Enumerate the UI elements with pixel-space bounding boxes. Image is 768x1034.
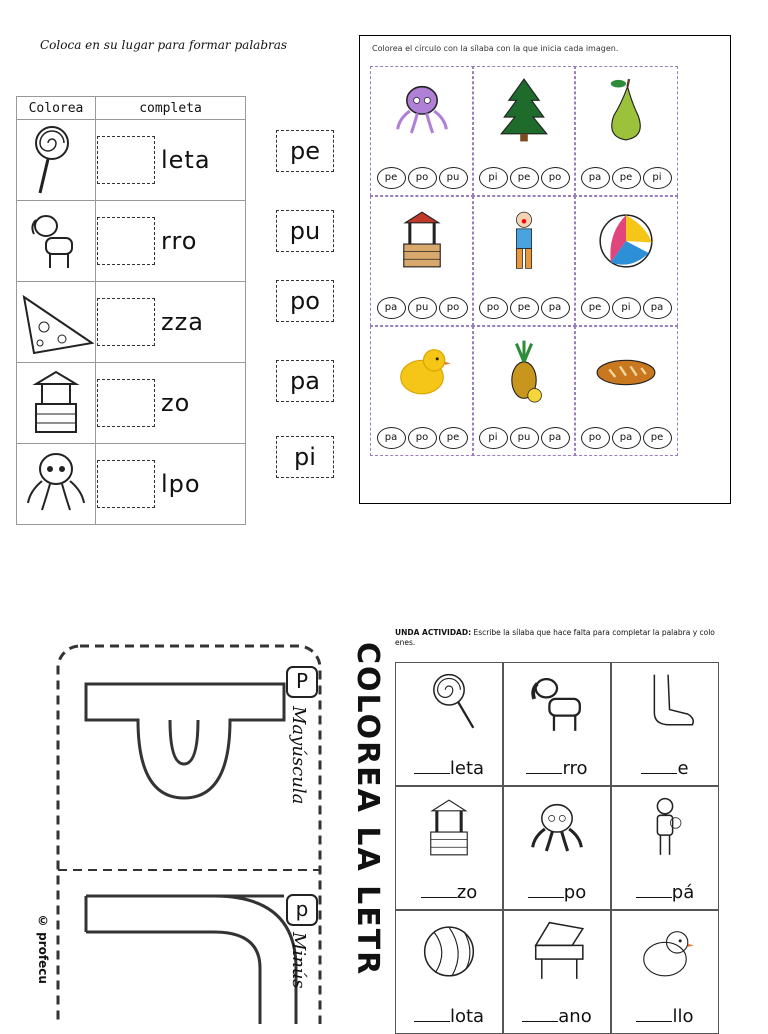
lollipop-icon [17,120,96,201]
pineapple-icon [486,333,562,413]
blank-line[interactable] [528,883,564,898]
well-icon [17,363,96,444]
foot-icon [627,667,703,747]
answer-box[interactable] [97,217,155,265]
blank-line[interactable] [641,759,677,774]
instruction-body: Escribe la sílaba que hace falta para completar la palabra y colo enes. [395,628,715,647]
syllable-option[interactable]: pa [612,427,641,449]
syllable-option[interactable]: pi [612,297,641,319]
blank-line[interactable] [636,883,672,898]
octopus-icon [17,444,96,525]
word-caption [504,758,610,779]
syllable-card[interactable]: pi [276,436,334,478]
octopus-icon [519,791,595,871]
picture-cell [472,196,576,326]
word-suffix: po [563,882,587,903]
credit-text: © profecu [36,914,50,984]
dog-icon [519,667,595,747]
dog-icon [17,201,96,282]
lowercase-label: Minús [288,932,309,989]
syllable-option[interactable]: pe [510,297,539,319]
word-suffix: leta [449,758,485,779]
picture-cell [574,196,678,326]
blank-line[interactable] [636,1007,672,1022]
syllable-option[interactable]: po [479,297,508,319]
answer-box[interactable] [97,136,155,184]
syllable-option[interactable]: pi [479,427,508,449]
word-fragment: zza [161,308,204,336]
syllable-option[interactable]: po [408,427,437,449]
words-table [16,96,246,525]
answer-box[interactable] [97,298,155,346]
syllable-option[interactable]: pa [541,427,570,449]
word-suffix: rro [562,758,588,779]
child-icon [627,791,703,871]
picture-cell [503,786,611,910]
syllable-card[interactable]: po [276,280,334,322]
word-caption [396,882,502,903]
uppercase-badge: P [286,666,318,698]
picture-cell [395,662,503,786]
syllable-option[interactable]: pu [408,297,437,319]
answer-box[interactable] [97,460,155,508]
lollipop-icon [411,667,487,747]
column-header-colorea: Colorea [17,97,96,120]
chick-icon [627,915,703,995]
picture-cell [395,786,503,910]
pear-icon [588,73,664,153]
syllable-card[interactable]: pa [276,360,334,402]
word-suffix: llo [672,1006,694,1027]
picture-cell [370,196,474,326]
picture-cell [611,662,719,786]
word-fragment: leta [161,146,211,174]
syllable-option[interactable]: pa [581,167,610,189]
syllable-option[interactable]: pe [377,167,406,189]
picture-cell [472,326,576,456]
well-icon [384,203,460,283]
syllable-option[interactable]: pa [377,297,406,319]
syllable-option[interactable]: pi [479,167,508,189]
syllable-option[interactable]: po [581,427,610,449]
picture-cell [370,66,474,196]
table-row [17,120,246,201]
worksheet-initial-syllable [359,35,731,504]
word-fragment: rro [161,227,198,255]
table-row [17,363,246,444]
syllable-option[interactable]: po [541,167,570,189]
blank-line[interactable] [421,883,457,898]
word-caption [396,758,502,779]
word-suffix: zo [456,882,478,903]
octopus-icon [384,73,460,153]
word-suffix: lota [449,1006,485,1027]
syllable-option[interactable]: pa [377,427,406,449]
blank-line[interactable] [522,1007,558,1022]
syllable-option[interactable]: pu [510,427,539,449]
syllable-option[interactable]: pe [581,297,610,319]
instruction-text: Colorea el círculo con la sílaba con la que inicia cada imagen. [372,44,619,53]
word-fragment: zo [161,389,191,417]
blank-line[interactable] [414,759,450,774]
picture-cell [503,910,611,1034]
worksheet-title: Coloca en su lugar para formar palabras [40,38,288,52]
lowercase-badge: p [286,894,318,926]
picture-cell [574,326,678,456]
instruction-text [395,628,717,648]
syllable-option[interactable]: pe [439,427,468,449]
syllable-option[interactable]: pe [612,167,641,189]
worksheet-color-letter [34,628,385,1024]
clown-icon [486,203,562,283]
syllable-option[interactable]: pa [643,297,672,319]
syllable-option[interactable]: po [408,167,437,189]
worksheet-missing-syllable [379,628,720,1027]
column-header-completa: completa [96,97,246,120]
beach-ball-icon [588,203,664,283]
word-caption [504,882,610,903]
picture-cell [370,326,474,456]
pizza-icon [17,282,96,363]
syllable-option[interactable]: pe [510,167,539,189]
table-row [17,201,246,282]
picture-cell [503,662,611,786]
blank-line[interactable] [414,1007,450,1022]
ball-icon [411,915,487,995]
page-title: COLOREA LA LETR [350,642,385,977]
picture-cell [611,786,719,910]
picture-cell [472,66,576,196]
word-caption [612,758,718,779]
chick-icon [384,333,460,413]
picture-cell [574,66,678,196]
word-suffix: ano [558,1006,592,1027]
syllable-option[interactable]: pu [439,167,468,189]
blank-line[interactable] [526,759,562,774]
word-suffix: pá [671,882,695,903]
syllable-option[interactable]: pe [643,427,672,449]
word-caption [612,882,718,903]
table-row [17,444,246,525]
syllable-card[interactable]: pe [276,130,334,172]
well-icon [411,791,487,871]
pine-tree-icon [486,73,562,153]
worksheet-complete-words [12,30,360,500]
word-fragment: lpo [161,470,201,498]
picture-cell [611,910,719,1034]
picture-cell [395,910,503,1034]
table-row [17,282,246,363]
syllable-option[interactable]: pi [643,167,672,189]
instruction-heading: UNDA ACTIVIDAD: [395,628,472,637]
answer-box[interactable] [97,379,155,427]
word-suffix: e [677,758,689,779]
bread-icon [588,333,664,413]
syllable-option[interactable]: pa [541,297,570,319]
uppercase-label: Mayúscula [288,706,309,805]
piano-icon [519,915,595,995]
syllable-card[interactable]: pu [276,210,334,252]
syllable-option[interactable]: po [439,297,468,319]
